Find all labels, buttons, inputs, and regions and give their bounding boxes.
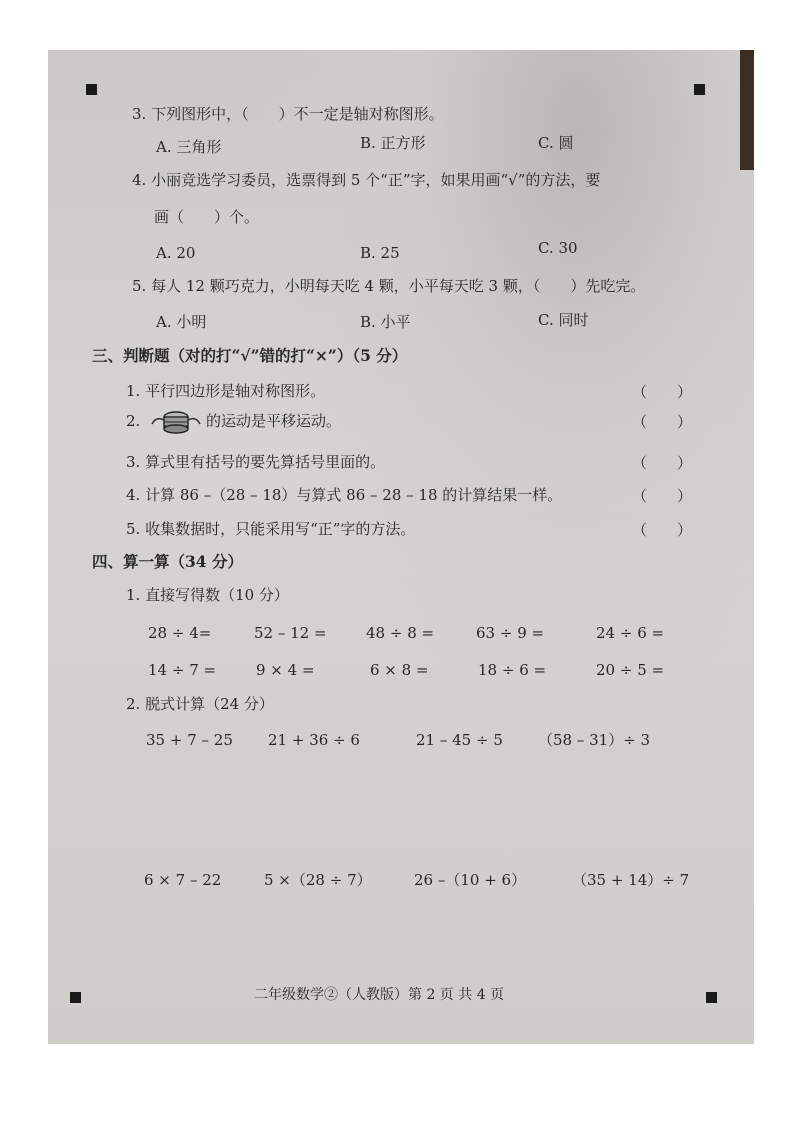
mental-calc-item: 6 × 8 =	[370, 661, 429, 679]
exam-paper	[48, 50, 754, 1044]
judge-item-5: 5. 收集数据时，只能采用写“正”字的方法。	[126, 520, 416, 538]
paper-edge-shadow	[740, 50, 754, 170]
answer-bracket: （ ）	[632, 487, 693, 505]
mental-calc-item: 24 ÷ 6 =	[596, 624, 665, 642]
answer-bracket: （ ）	[632, 383, 693, 401]
question-3-option-c: C. 圆	[538, 134, 574, 152]
question-4-stem: 4. 小丽竞选学习委员，选票得到 5 个“正”字，如果用画“√”的方法，要	[132, 171, 601, 189]
judge-item-4: 4. 计算 86 –（28 – 18）与算式 86 – 28 – 18 的计算结果一样。	[126, 486, 563, 504]
question-5-option-a: A. 小明	[156, 313, 207, 331]
mental-calc-item: 9 × 4 =	[256, 661, 315, 679]
judge-item-2-text: 的运动是平移运动。	[206, 412, 342, 430]
step-calc-item: 21 – 45 ÷ 5	[416, 731, 503, 749]
mental-calc-item: 63 ÷ 9 =	[476, 624, 545, 642]
question-5-option-b: B. 小平	[360, 313, 411, 331]
question-4-stem-continued: 画（ ）个。	[154, 208, 260, 226]
question-5-stem: 5. 每人 12 颗巧克力，小明每天吃 4 颗，小平每天吃 3 颗，（ ）先吃完。	[132, 277, 646, 295]
step-calc-item: 26 –（10 + 6）	[414, 871, 527, 889]
step-calc-item: 5 ×（28 ÷ 7）	[264, 871, 372, 889]
question-3-stem: 3. 下列图形中，（ ）不一定是轴对称图形。	[132, 105, 444, 123]
page-footer: 二年级数学②（人教版）第 2 页 共 4 页	[254, 987, 505, 1003]
answer-bracket: （ ）	[632, 521, 693, 539]
judge-item-1: 1. 平行四边形是轴对称图形。	[126, 382, 326, 400]
judge-item-3: 3. 算式里有括号的要先算括号里面的。	[126, 453, 386, 471]
registration-mark	[694, 84, 705, 95]
question-4-option-b: B. 25	[360, 244, 400, 262]
step-calc-item: 6 × 7 – 22	[144, 871, 222, 889]
answer-bracket: （ ）	[632, 454, 693, 472]
spinning-top-icon	[148, 408, 204, 436]
step-calc-item: 21 + 36 ÷ 6	[268, 731, 360, 749]
judge-item-2-number: 2.	[126, 412, 141, 430]
question-3-option-b: B. 正方形	[360, 134, 426, 152]
step-calc-item: （35 + 14）÷ 7	[572, 871, 690, 889]
registration-mark	[706, 992, 717, 1003]
calc-sub1-title: 1. 直接写得数（10 分）	[126, 586, 289, 604]
question-3-option-a: A. 三角形	[156, 138, 222, 156]
step-calc-item: （58 – 31）÷ 3	[538, 731, 651, 749]
question-4-option-a: A. 20	[156, 244, 196, 262]
mental-calc-item: 18 ÷ 6 =	[478, 661, 547, 679]
mental-calc-item: 48 ÷ 8 =	[366, 624, 435, 642]
mental-calc-item: 14 ÷ 7 =	[148, 661, 217, 679]
registration-mark	[70, 992, 81, 1003]
answer-bracket: （ ）	[632, 413, 693, 431]
section-judge-title: 三、判断题（对的打“√”错的打“×”）（5 分）	[92, 346, 408, 365]
step-calc-item: 35 + 7 – 25	[146, 731, 233, 749]
calc-sub2-title: 2. 脱式计算（24 分）	[126, 695, 274, 713]
registration-mark	[86, 84, 97, 95]
mental-calc-item: 28 ÷ 4=	[148, 624, 212, 642]
question-5-option-c: C. 同时	[538, 311, 589, 329]
question-4-option-c: C. 30	[538, 239, 578, 257]
section-calc-title: 四、算一算（34 分）	[92, 552, 243, 571]
mental-calc-item: 20 ÷ 5 =	[596, 661, 665, 679]
mental-calc-item: 52 – 12 =	[254, 624, 327, 642]
